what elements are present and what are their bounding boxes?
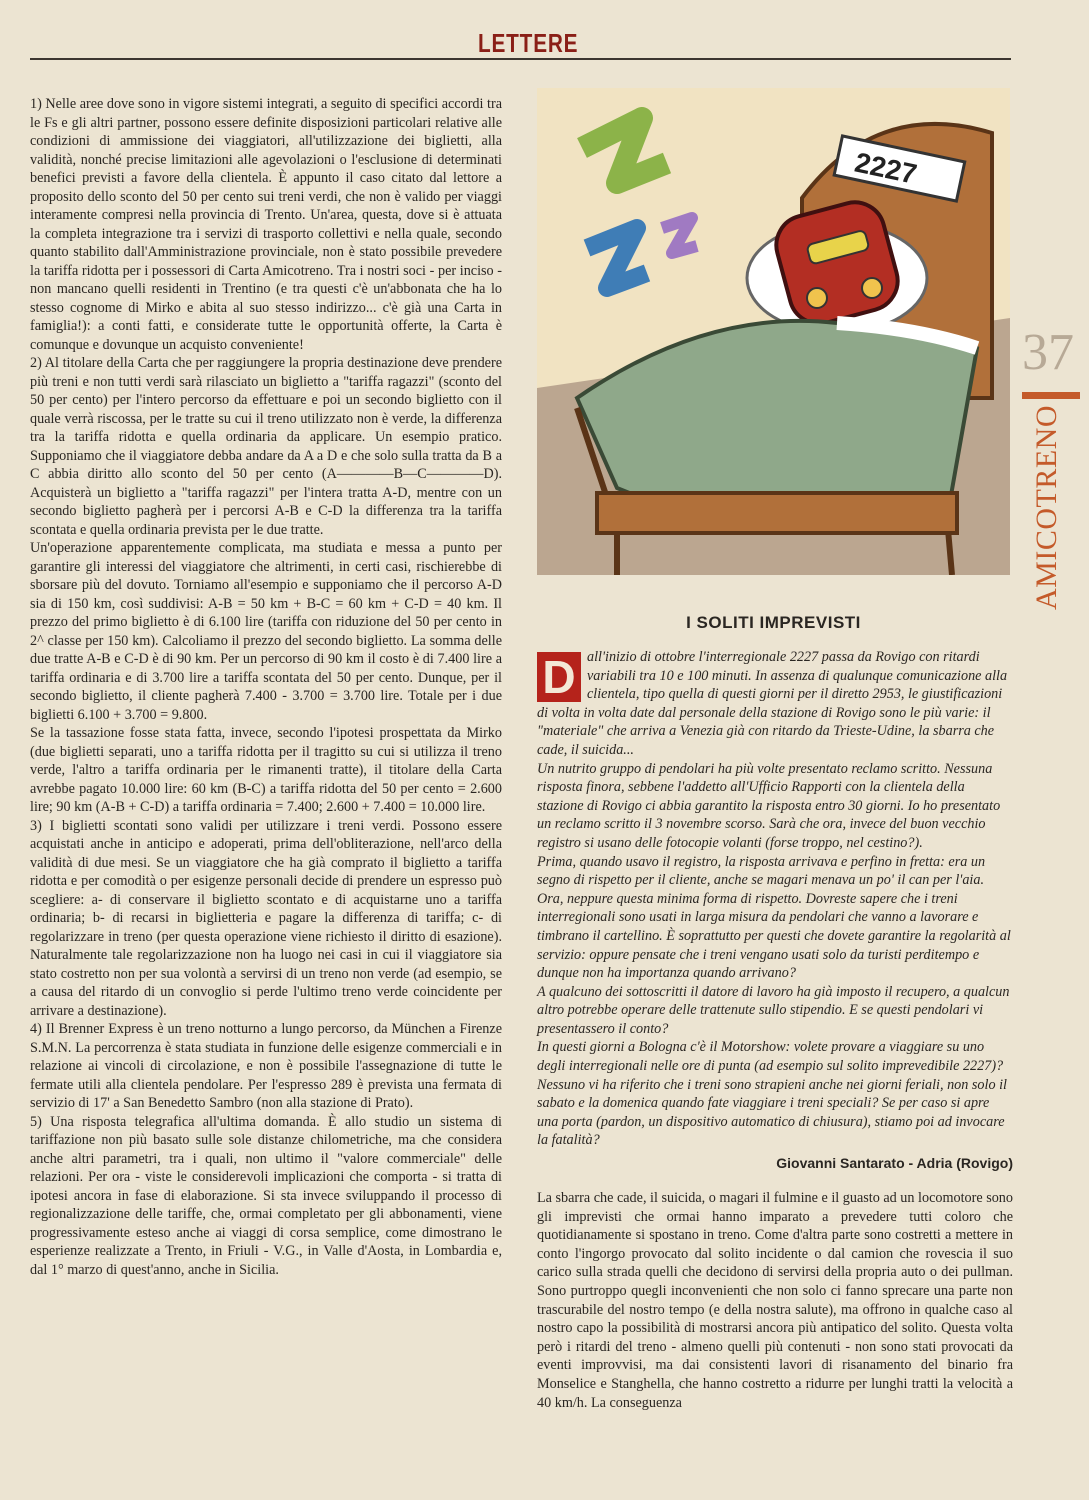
illustration-svg (537, 88, 1010, 575)
reply-paragraph-2: 2) Al titolare della Carta che per raggiungere la propria destinazione deve prendere più treni e non tutti verdi sarà rilasciato un biglietto a "tariffa ragazzi" (sconto del 50 per cento) per l'intero percorso da effettuare e poi un secondo biglietto con il quale verrà riscossa, per le tratte su cui il treno utilizzato non è verde, la differenza tra la tariffa ridotta e quella ordinaria da applicare. Un esempio pratico. Supponiamo che il viaggiatore debba andare da A a D e che solo sulla tratta da B a C abbia diritto allo sconto del 50 per cento (A————B—C————D). Acquisterà un biglietto a "tariffa ragazzi" per l'intera tratta A-D, mentre con un secondo biglietto pagherà per i percorsi A-B e C-D la differenza tra la tariffa scontata e quella ordinaria prevista per le due tratte. (30, 355, 502, 538)
letter-paragraph-2: Un nutrito gruppo di pendolari ha più volte presentato reclamo scritto. Nessuna risposta finora, sebbene l'addetto all'Ufficio Rapporti con la clientela della stazione di Rovigo ci abbia garantito la risposta entro 30 giorni. Io ho presentato un reclamo scritto il 3 novembre scorso. Sarà che ora, invece del buon vecchio registro si usano delle fotocopie volanti (forse troppo, nel cestino?). (537, 760, 1001, 851)
page-header (0, 28, 1089, 60)
reply-paragraph-5: 3) I biglietti scontati sono validi per utilizzare i treni verdi. Possono essere acquistati anche in anticipo e adoperati, prima dell'obliterazione, nell'arco della validità di due mesi. Se un viaggiatore che ha già comprato il biglietto a tariffa ridotta e per comodità o per esigenze personali decide di prendere un espresso può scegliere: a- di conservare il biglietto scontato e di acquistarne uno a tariffa ordinaria; b- di recarsi in biglietteria e pagare la differenza di tariffa; c- di regolarizzare in treno (per questa operazione viene richiesto il diritto di esazione). Naturalmente tale regolarizzazione non ha luogo nei casi in cui il viaggiatore sia stato costretto non per sua volontà a servirsi di un treno non verde (ad esempio, se a causa del ritardo di un convoglio si perde l'ultimo treno verde coincidente per arrivare a destinazione). (30, 817, 502, 1019)
letter-signature: Giovanni Santarato - Adria (Rovigo) (776, 1155, 1013, 1171)
section-heading: LETTERE (478, 28, 579, 58)
section-side-label: AMICOTRENO (1030, 405, 1063, 610)
train-number-plate: 2227 (852, 146, 920, 190)
reader-letter (537, 648, 1013, 1150)
editor-reply-paragraph: La sbarra che cade, il suicida, o magari il fulmine e il guasto ad un locomotore sono gli imprevisti che ormai hanno imparato a prevedere tutti coloro che quotidianamente si spostano in treno. Come d'altra parte sono costretti a mettere in conto l'ingorgo provocato dal solito incidente o dal camion che rovescia il suo carico sulla strada quelli che decidono di servirsi della propria auto o dei pullman. Sono purtroppo quegli inconvenienti che non solo ci fanno sprecare una parte non trascurabile del nostro tempo (e della nostra salute), ma offrono in qualche caso al nostro capo la possibilità di mostrarsi ancora più antipatico del solito. Questa volta però i ritardi del treno - almeno quelli più contenuti - non sono stati provocati da eventi improvvisi, ma dai consistenti lavori di risanamento del binario fra Monselice e Stanghella, che hanno costretto a ridurre per lunghi tratti la velocità a 40 km/h. La conseguenza (537, 1190, 1013, 1411)
article-title: I SOLITI IMPREVISTI (686, 613, 861, 632)
footboard-icon (597, 493, 957, 533)
letter-paragraph-1: all'inizio di ottobre l'interregionale 2227 passa da Rovigo con ritardi variabili tra 10 e 100 minuti. In assenza di qualunque comunicazione alla clientela, tipo quella di questi giorni per il diretto 2953, le giustificazioni di volta in volta date dal personale della stazione di Rovigo sono le più varie: il "materiale" che arriva a Venezia già con ritardo da Trieste-Udine, la sbarra che cade, il suicida... (537, 649, 1008, 758)
editor-reply (537, 1189, 1013, 1412)
reply-paragraph-7: 5) Una risposta telegrafica all'ultima domanda. È allo studio un sistema di tariffazione non più basato sulle sole distanze chilometriche, ma che considera anche altri parametri, tra i quali, non ultimo il "valore commerciale" delle relazioni. Per ora - viste le considerevoli implicazioni che comporta - si tratta di ipotesi ancora in fase di elaborazione. Si sta invece sviluppando il processo di regionalizzazione delle tariffe, che, ormai completato per gli abbonamenti, viene progressivamente esteso anche ai viaggi di corsa semplice, come dimostrano le esperienze realizzate a Trento, in Friuli - V.G., in Valle d'Aosta, in Lombardia e, dal 1° marzo di quest'anno, anche in Sicilia. (30, 1113, 502, 1278)
letter-paragraph-5: In questi giorni a Bologna c'è il Motorshow: volete provare a viaggiare su uno degli interregionali nelle ore di punta (ad esempio sul solito imprevedibile 2227)? Nessuno vi ha riferito che i treni sono strapieni anche nei giorni feriali, non solo il sabato e la domenica quando fate viaggiare i treni speciali? Se per caso si apre una porta (pardon, un dispositivo automatico di chiusura), stiamo poi ad invocare la fatalità? (537, 1039, 1007, 1149)
page-number: 37 (1022, 324, 1074, 381)
letter-paragraph-4: A qualcuno dei sottoscritti il datore di lavoro ha già imposto il recupero, a qualcun altro potrebbe operare delle trattenute sullo stipendio. E se questi pendolari vi presentassero il conto? (537, 983, 1010, 1037)
reply-paragraph-6: 4) Il Brenner Express è un treno notturno a lungo percorso, da München a Firenze S.M.N. La percorrenza è stata studiata in funzione delle esigenze commerciali e in relazione ai vincoli di circolazione, e non è possibile l'assegnazione di tutte le fermate utili alla clientela pendolare. Per l'espresso 289 è prevista una fermata di servizio di 17' a San Benedetto Sambro (non alla stazione di Prato). (30, 1021, 502, 1111)
letter-paragraph-3: Prima, quando usavo il registro, la risposta arrivava e perfino in fretta: era un segno di rispetto per il cliente, anche se magari menava un po' il can per l'aia. Ora, neppure questa minima forma di rispetto. Dovreste sapere che i treni interregionali sono usati in larga misura da pendolari che vanno a lavorare e timbrano il cartellino. È soprattutto per questi che dovete garantire la regolarità al servizio: oppure pensate che i treni vengano usati solo da turisti perditempo e dunque non ha importanza quando arrivano? (537, 853, 1011, 982)
header-rule (30, 58, 1011, 60)
reply-paragraph-1: 1) Nelle aree dove sono in vigore sistemi integrati, a seguito di specifici accordi tra le Fs e gli altri partner, possono essere definite disposizioni particolari relative alle condizioni di ammissione dei viaggiatori, all'utilizzazione dei biglietti, alla validità, nonché precise limitazioni alle agevolazioni o l'esclusione di determinati benefici previsti a favore della clientela. È appunto il caso citato dal lettore a proposito dello sconto del 50 per cento sui treni verdi, che non è valido per viaggi interamente compresi nella provincia di Trento. Un'area, questa, dove si è attuata la completa integrazione tra i servizi di trasporto collettivi e nella quale, secondo quanto stabilito dall'Amministrazione provinciale, non è stato possibile prevedere la tariffa ridotta per i possessori di Carta Amicotreno. Tra i nostri soci - per inciso - non mancano quelli residenti in Trentino (e tra questi c'è un'abbonata che ha lo stesso cognome di Mirko e abita al suo stesso indirizzo... c'è già una Carta in famiglia!): a conti fatti, e considerate tutte le opportunità offerte, la Carta è comunque e dovunque un acquisto conveniente! (30, 96, 502, 353)
margin-accent-bar (1022, 392, 1080, 399)
reply-paragraph-3: Un'operazione apparentemente complicata, ma studiata e messa a punto per garantire gli interessi del viaggiatore che altrimenti, in certi casi, rischierebbe di sborsare più del dovuto. Torniamo all'esempio e supponiamo che il percorso A-D sia di 150 km, così suddivisi: A-B = 50 km + B-C = 60 km + C-D = 40 km. Il prezzo del primo biglietto è di 6.100 lire (tariffa con riduzione del 50 per cento in 2^ classe per 150 km). Calcoliamo il prezzo del secondo biglietto. La somma delle due tratte A-B e C-D è di 90 km. Per un percorso di 90 km il costo è di 7.400 lire a tariffa ordinaria e di 3.700 lire a tariffa scontata del 50 per cento. Dunque, per il secondo biglietto, il cliente pagherà 7.400 - 3.700 = 3.700 lire. Totale per i due biglietti 6.100 + 3.700 = 9.800. (30, 540, 502, 723)
sleeping-train-illustration (537, 88, 1010, 575)
reply-column (30, 95, 502, 1279)
drop-cap: D (537, 652, 581, 702)
reply-paragraph-4: Se la tassazione fosse stata fatta, invece, secondo l'ipotesi prospettata da Mirko (due biglietti separati, uno a tariffa ridotta per il tragitto su cui si utilizza il treno verde, l'altro a tariffa ordinaria per le rimanenti tratte), il titolare della Carta avrebbe pagato 10.000 lire: 60 km (B-C) a tariffa ridotta del 50 per cento = 2.600 lire; 90 km (A-B + C-D) a tariffa ordinaria = 7.400; 2.600 + 7.400 = 10.000 lire. (30, 725, 502, 815)
